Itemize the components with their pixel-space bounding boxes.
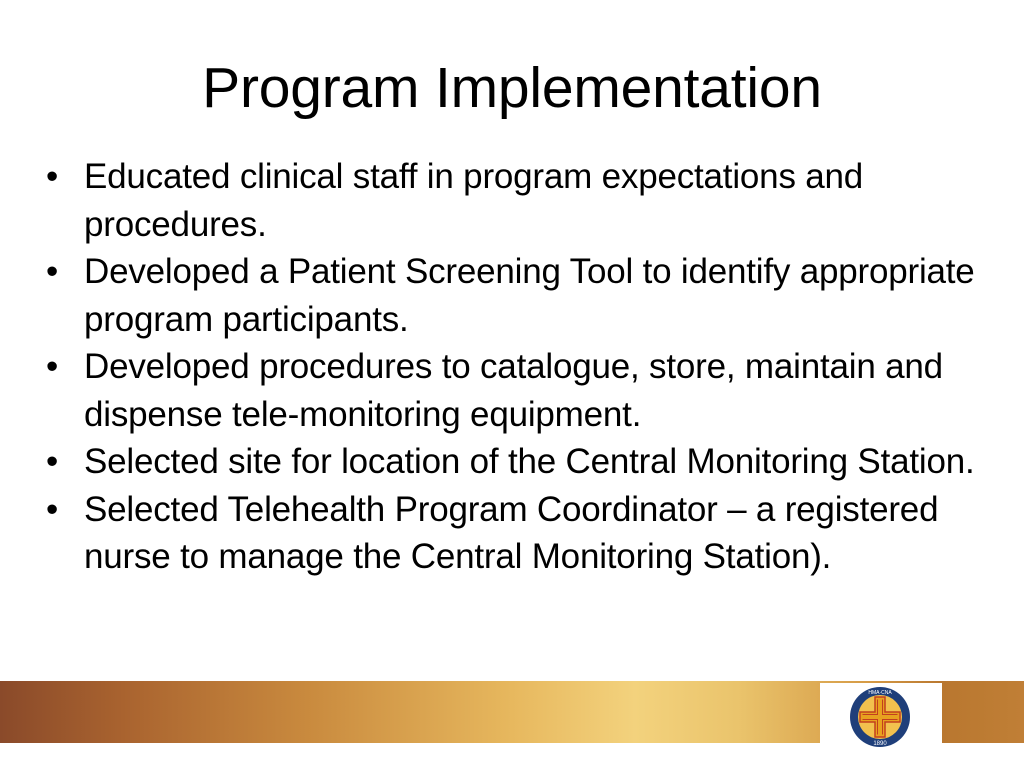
cross-seal-icon xyxy=(848,685,912,749)
seal-text-bottom: 1890 xyxy=(873,741,887,747)
bullet-item xyxy=(46,343,1006,438)
bullet-item xyxy=(46,486,1006,581)
seal-text-top: HMA·CNA xyxy=(868,690,892,696)
bullet-text: Developed procedures to catalogue, store, maintain and dispense tele-monitoring equipment. xyxy=(84,347,943,434)
bullet-item xyxy=(46,153,1006,248)
bullet-text: Educated clinical staff in program expectations and procedures. xyxy=(84,157,864,244)
logo-container xyxy=(820,683,942,747)
bullet-list xyxy=(46,153,1006,581)
bullet-text: Selected site for location of the Central Monitoring Station. xyxy=(84,442,975,481)
bullet-icon: • xyxy=(46,252,59,291)
bullet-icon: • xyxy=(46,347,59,386)
bullet-item xyxy=(46,248,1006,343)
bullet-text: Selected Telehealth Program Coordinator – a registered nurse to manage the Central Monitoring Station). xyxy=(84,489,939,576)
bullet-icon: • xyxy=(46,157,59,196)
slide-title: Program Implementation xyxy=(202,56,822,120)
bullet-item xyxy=(46,438,1006,486)
bullet-icon: • xyxy=(46,489,59,529)
bullet-icon: • xyxy=(46,442,59,481)
bullet-text: Developed a Patient Screening Tool to identify appropriate program participants. xyxy=(84,252,975,339)
